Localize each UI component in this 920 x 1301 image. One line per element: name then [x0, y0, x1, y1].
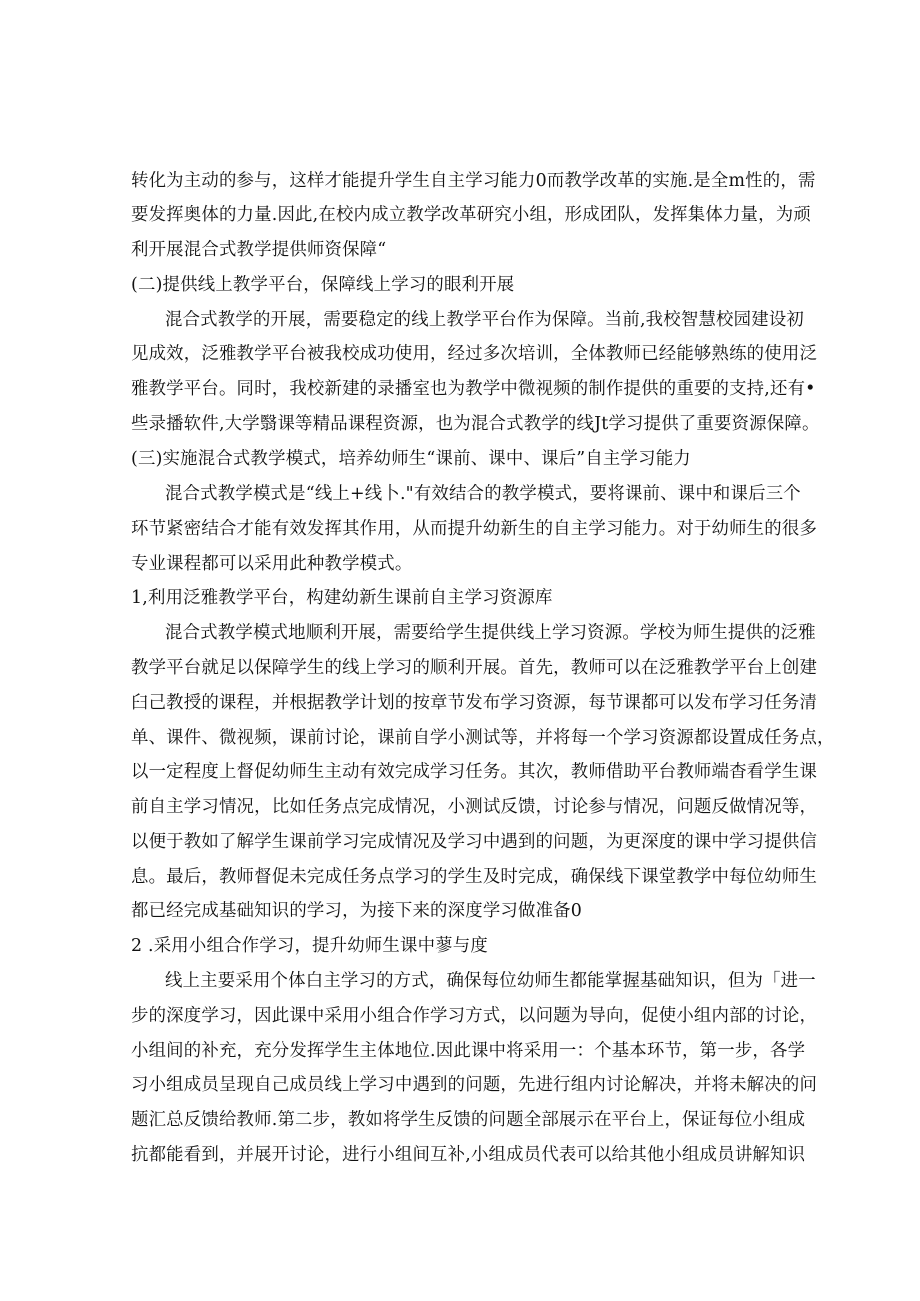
paragraph-line: 见成效，泛雅教学平台被我校成功使用，经过多次培训，全体教师已经能够熟练的使用泛	[131, 344, 818, 364]
paragraph-line: 环节紧密结合才能有效发挥其作用，从而提升幼新生的自主学习能力。对于幼师生的很多	[131, 519, 818, 539]
subsection-heading-2: 2 .采用小组合作学习，提升幼师生课中蓼与度	[131, 936, 488, 956]
paragraph-line: 单、课件、微视频，课前讨论，课前自学小测试等，并将每一个学习资源都设置成任务点，	[131, 728, 835, 748]
paragraph-line: 专业课程都可以采用此种教学模式。	[131, 554, 413, 574]
paragraph-line: 以一定程度上督促幼师生主动有效完成学习任务。其次，教师借助平台教师端杳看学生课	[131, 762, 818, 782]
paragraph-line: 臼己教授的课程，并根据教学计划的按章节发布学习资源，每节课都可以发布学习任务清	[131, 693, 818, 713]
paragraph-line: 混合式教学模式是“线上+线卜."有效结合的教学模式，要将课前、课中和课后三个	[165, 484, 801, 504]
paragraph-line: 混合式教学的开展，需要稳定的线上教学平台作为保障。当前,我校智慧校园建设初	[165, 310, 804, 330]
paragraph-line: 小组间的补充，充分发挥学生主体地位.因此课中将采用一：个基本环节，第一步，各学	[131, 1041, 806, 1061]
paragraph-line: 以便于教如了解学生课前学习完成情况及学习中遇到的问题，为更深度的课中学习提供信	[131, 832, 818, 852]
section-heading-2: (二)提供线上教学平台，保障线上学习的眼利开展	[131, 275, 515, 295]
paragraph-line: 要发挥奥体的力量.因此,在校内成立教学改革研究小组，形成团队，发挥集体力量，为顽	[131, 205, 811, 225]
section-heading-3: (三)实施混合式教学模式，培养幼师生“课前、课中、课后”自主学习能力	[131, 449, 691, 469]
paragraph-line: 转化为主动的参与，这样才能提升学生自主学习能力0而教学改革的实施.是全m性的，需	[131, 171, 816, 191]
paragraph-line: 些录播软件,大学翳课等精品课程资源，也为混合式教学的线Jt学习提供了重要资源保障。	[131, 414, 820, 434]
paragraph-line: 题汇总反馈给教师.第二步，教如将学生反馈的问题全部展示在平台上，保证每位小组成	[131, 1110, 806, 1130]
paragraph-line: 混合式教学模式地顺利开展，需要给学生提供线上学习资源。学校为师生提供的泛雅	[165, 623, 816, 643]
paragraph-line: 教学平台就足以保障学生的线上学习的顺利开展。首先，教师可以在泛雅教学平台上创建	[131, 658, 818, 678]
paragraph-line: 习小组成员呈现自己成员线上学习中遇到的问题，先进行组内讨论解决，并将未解决的问	[131, 1075, 818, 1095]
paragraph-line: 抗都能看到，并展开讨论，进行小组间互补,小组成员代表可以给其他小组成员讲解知识	[131, 1145, 806, 1165]
paragraph-line: 前自主学习情况，比如任务点完成情况，小测试反馈，讨论参与情况，问题反做情况等，	[131, 797, 818, 817]
paragraph-line: 步的深度学习，因此课中采用小组合作学习方式，以问题为导向，促使小组内部的讨论，	[131, 1006, 818, 1026]
paragraph-line: 雅教学平台。同时，我校新建的录播室也为教学中微视频的制作提供的重要的支持,还有•	[131, 379, 816, 399]
subsection-heading-1: 1,利用泛雅教学平台，构建幼新生课前自主学习资源库	[131, 588, 553, 608]
paragraph-line: 息。最后，教师督促未完成任务点学习的学生及时完成，确保线下课堂教学中每位幼师生	[131, 867, 818, 887]
paragraph-line: 利开展混合式教学提供师资保障“	[131, 240, 387, 260]
paragraph-line: 线上主要采用个体白主学习的方式，确保每位幼师生都能掌握基础知识，但为「进一	[165, 971, 816, 991]
paragraph-line: 都已经完成基础知识的学习，为接下来的深度学习做准备0	[131, 901, 583, 921]
